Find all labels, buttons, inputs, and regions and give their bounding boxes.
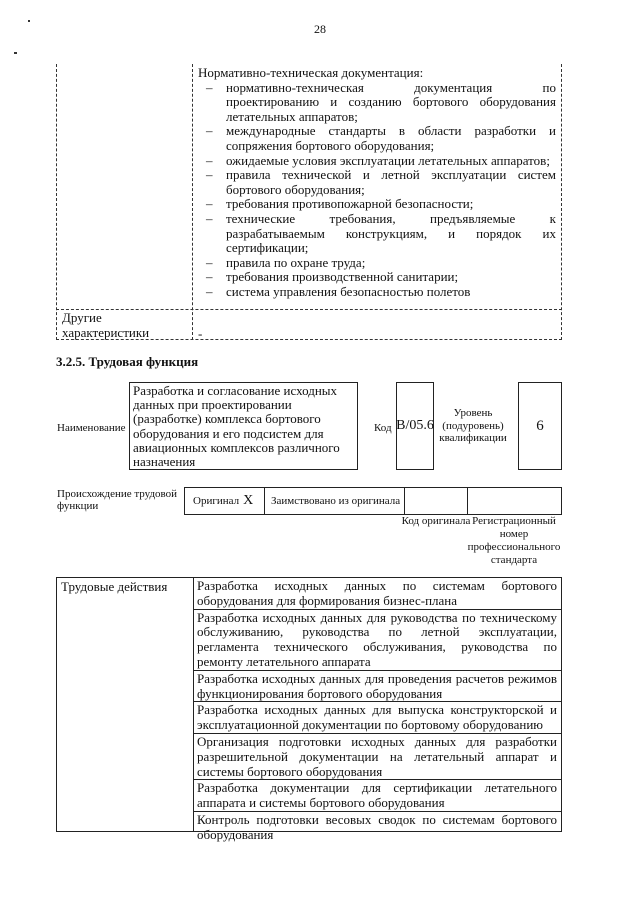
registration-number-caption: Регистрационный номер профессионального стандарта xyxy=(467,515,561,566)
original-label: Оригинал xyxy=(193,495,240,507)
labor-actions-table xyxy=(56,577,562,842)
name-label: Наименование xyxy=(57,422,126,434)
norm-table xyxy=(56,64,562,340)
scan-speck xyxy=(14,52,17,54)
origin-table xyxy=(184,487,562,515)
page-number: 28 xyxy=(314,22,326,36)
table-row: Организация подготовки исходных данных для разработки разрешительной документации на летательный аппарат и системы бортового оборудования xyxy=(194,734,561,780)
list-item: – требования производственной санитарии; xyxy=(206,269,459,285)
table-row: Разработка исходных данных для проведения расчетов режимов функционирования бортового оборудования xyxy=(194,671,561,703)
qualification-level-box: 6 xyxy=(518,382,562,470)
list-item: – международные стандарты в области разработки и сопряжения бортового оборудования; xyxy=(206,123,556,153)
list-item: – система управления безопасностью полетов xyxy=(206,283,471,299)
list-item: – ожидаемые условия эксплуатации летательных аппаратов; xyxy=(206,152,550,168)
table-border xyxy=(56,64,57,340)
original-code-caption: Код оригинала xyxy=(401,515,471,527)
list-item: – правила технической и летной эксплуатации систем бортового оборудования; xyxy=(206,167,556,197)
borrowed-cell xyxy=(265,488,405,514)
origin-label: Происхождение трудовой функции xyxy=(57,488,178,512)
table-row: Разработка исходных данных для выпуска конструкторской и эксплуатационной документации по бортовому оборудованию xyxy=(194,702,561,734)
list-item: – требования противопожарной безопасности; xyxy=(206,196,474,212)
table-row: Контроль подготовки весовых сводок по системам бортового оборудования xyxy=(197,811,557,842)
list-item: – технические требования, предъявляемые к разрабатываемым конструкциям, и порядок их сертификации; xyxy=(206,210,556,256)
original-mark: X xyxy=(243,493,254,508)
list-item: – нормативно-техническая документация по проектированию и созданию бортового оборудования летательных аппаратов; xyxy=(206,79,556,124)
registration-number-cell xyxy=(467,488,561,514)
table-border xyxy=(561,64,562,340)
code-label: Код xyxy=(374,422,392,434)
code-value-box: B/05.6 xyxy=(396,382,434,470)
table-row: Разработка документации для сертификации летательного аппарата и системы бортового оборудования xyxy=(194,780,561,812)
norm-heading: Нормативно-техническая документация: xyxy=(198,65,424,80)
qualification-level-label: Уровень (подуровень) квалификации xyxy=(439,407,507,444)
table-border xyxy=(56,309,562,310)
labor-actions-list xyxy=(194,578,561,843)
norm-content xyxy=(196,66,556,300)
table-row: Разработка исходных данных для руководства по техническому обслуживанию, руководства по летной эксплуатации, регламента технического обслуживания, руководства по ремонту летательного аппарата xyxy=(194,610,561,671)
name-value-box: Разработка и согласование исходных данных при проектировании (разработке) комплекса бортового оборудования и его подсистем для авиационных комплексов различного назначения xyxy=(129,382,358,470)
original-code-cell xyxy=(405,488,468,514)
table-row: Разработка исходных данных по системам бортового оборудования для формирования бизнес-плана xyxy=(194,578,561,610)
scan-speck xyxy=(28,20,30,22)
list-item: – правила по охране труда; xyxy=(206,254,366,270)
other-characteristics-value: - xyxy=(198,326,203,341)
other-characteristics-label: Другие характеристики xyxy=(62,310,150,340)
section-title: 3.2.5. Трудовая функция xyxy=(56,354,199,369)
original-cell xyxy=(185,488,265,514)
table-border xyxy=(192,64,193,340)
borrowed-label: Заимствовано из оригинала xyxy=(271,495,401,507)
labor-actions-label: Трудовые действия xyxy=(61,579,168,594)
